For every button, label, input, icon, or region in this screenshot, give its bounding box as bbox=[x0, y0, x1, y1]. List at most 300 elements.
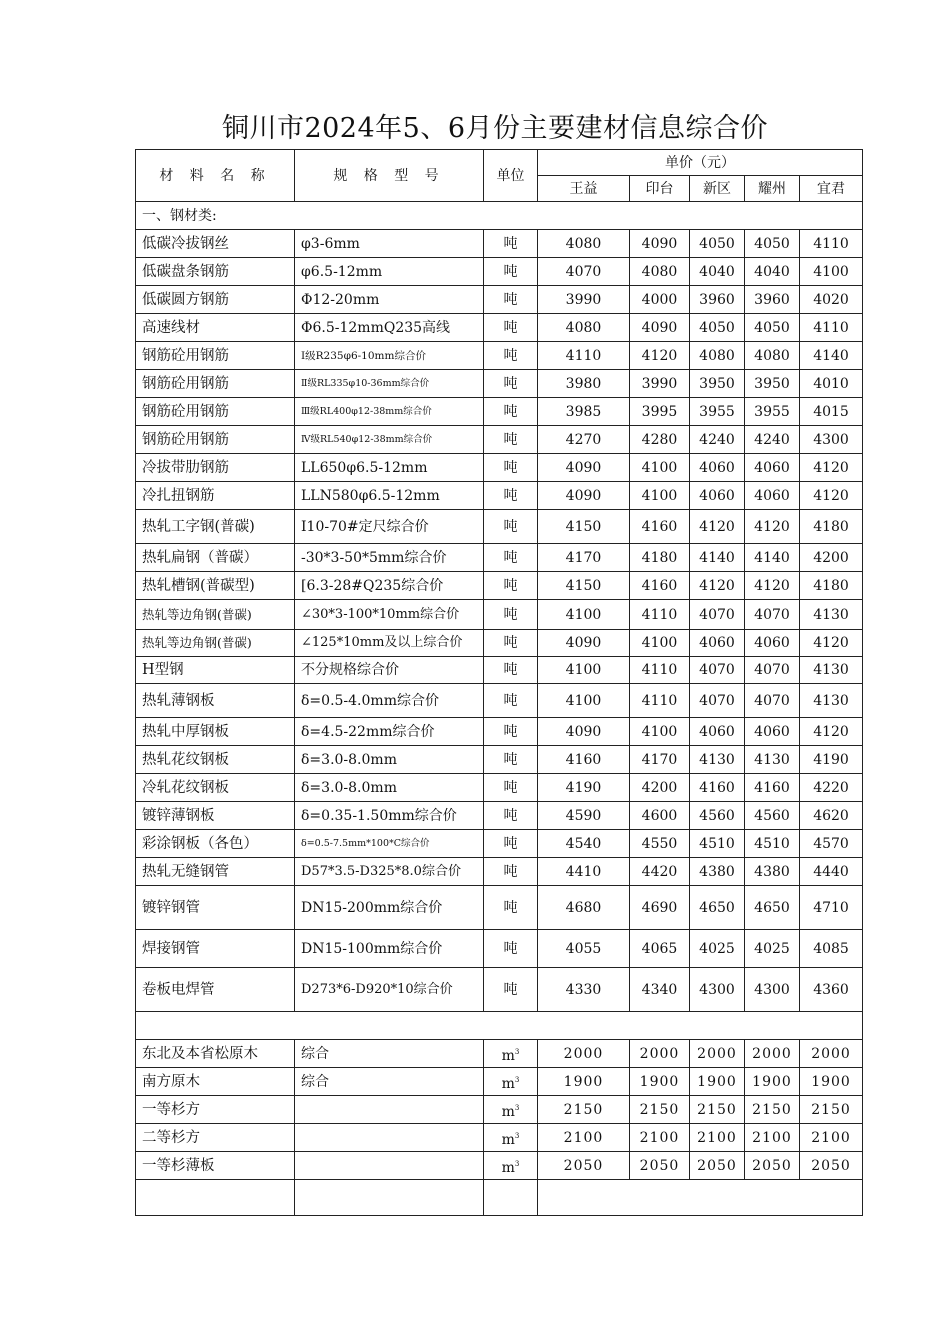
price-cell: 4060 bbox=[745, 454, 800, 482]
table-row bbox=[136, 572, 863, 600]
unit-cell: 吨 bbox=[484, 510, 538, 544]
price-cell: 4100 bbox=[630, 454, 690, 482]
price-cell: 4150 bbox=[538, 572, 630, 600]
price-cell: 3995 bbox=[630, 398, 690, 426]
price-cell: 4140 bbox=[745, 544, 800, 572]
table-row bbox=[136, 830, 863, 858]
price-cell: 2000 bbox=[745, 1040, 800, 1068]
price-cell: 4060 bbox=[745, 718, 800, 746]
material-name: 热轧无缝钢管 bbox=[136, 858, 295, 886]
price-cell: 3955 bbox=[745, 398, 800, 426]
empty-row bbox=[136, 1180, 863, 1216]
header-region: 耀州 bbox=[745, 176, 800, 202]
price-cell: 4180 bbox=[630, 544, 690, 572]
table-row bbox=[136, 802, 863, 830]
price-cell: 4100 bbox=[538, 600, 630, 630]
price-cell: 4060 bbox=[745, 482, 800, 510]
price-cell: 4000 bbox=[630, 286, 690, 314]
material-name: 热轧花纹钢板 bbox=[136, 746, 295, 774]
price-cell: 4100 bbox=[630, 718, 690, 746]
price-cell: 4160 bbox=[630, 510, 690, 544]
material-name: 钢筋砼用钢筋 bbox=[136, 398, 295, 426]
material-spec: Ⅰ10-70#定尺综合价 bbox=[295, 510, 484, 544]
table-row bbox=[136, 886, 863, 930]
price-cell: 4120 bbox=[800, 454, 863, 482]
price-cell: 3985 bbox=[538, 398, 630, 426]
material-spec: Φ6.5-12mmQ235高线 bbox=[295, 314, 484, 342]
material-spec: δ=0.5-4.0mm综合价 bbox=[295, 684, 484, 718]
unit-text: m bbox=[501, 1047, 515, 1064]
material-spec: Ⅱ级RL335φ10-36mm综合价 bbox=[295, 370, 484, 398]
price-cell: 3950 bbox=[745, 370, 800, 398]
price-cell: 4140 bbox=[800, 342, 863, 370]
price-cell: 4510 bbox=[690, 830, 745, 858]
table-row bbox=[136, 930, 863, 968]
price-cell: 4510 bbox=[745, 830, 800, 858]
price-cell: 4130 bbox=[745, 746, 800, 774]
price-cell: 4100 bbox=[630, 630, 690, 657]
price-cell: 4380 bbox=[745, 858, 800, 886]
table-row bbox=[136, 314, 863, 342]
price-cell: 4090 bbox=[538, 482, 630, 510]
price-cell: 4070 bbox=[745, 600, 800, 630]
price-cell: 4070 bbox=[690, 684, 745, 718]
price-cell: 4190 bbox=[538, 774, 630, 802]
unit-cell bbox=[484, 1096, 538, 1124]
price-cell: 4050 bbox=[745, 314, 800, 342]
material-name: 一等杉方 bbox=[136, 1096, 295, 1124]
price-cell: 4055 bbox=[538, 930, 630, 968]
price-cell: 2150 bbox=[630, 1096, 690, 1124]
table-row bbox=[136, 258, 863, 286]
table-row bbox=[136, 1152, 863, 1180]
price-cell: 4170 bbox=[630, 746, 690, 774]
material-spec: [6.3-28#Q235综合价 bbox=[295, 572, 484, 600]
price-cell: 4120 bbox=[745, 510, 800, 544]
price-cell: 4025 bbox=[745, 930, 800, 968]
material-name: 热轧工字钢(普碳) bbox=[136, 510, 295, 544]
price-cell: 4100 bbox=[538, 684, 630, 718]
price-cell: 4680 bbox=[538, 886, 630, 930]
unit-cell: 吨 bbox=[484, 802, 538, 830]
material-name: 二等杉方 bbox=[136, 1124, 295, 1152]
table-row bbox=[136, 454, 863, 482]
price-cell: 4690 bbox=[630, 886, 690, 930]
material-spec: -30*3-50*5mm综合价 bbox=[295, 544, 484, 572]
unit-cell: 吨 bbox=[484, 370, 538, 398]
price-cell: 4090 bbox=[630, 230, 690, 258]
price-cell: 4080 bbox=[538, 314, 630, 342]
material-spec: δ=3.0-8.0mm bbox=[295, 746, 484, 774]
unit-cell bbox=[484, 1124, 538, 1152]
table-row bbox=[136, 230, 863, 258]
empty-cell bbox=[538, 1180, 863, 1216]
price-cell: 4070 bbox=[538, 258, 630, 286]
unit-cell: 吨 bbox=[484, 600, 538, 630]
empty-cell bbox=[295, 1180, 484, 1216]
price-cell: 4140 bbox=[690, 544, 745, 572]
empty-row bbox=[136, 1012, 863, 1040]
material-spec: φ3-6mm bbox=[295, 230, 484, 258]
price-cell: 4130 bbox=[690, 746, 745, 774]
price-cell: 4080 bbox=[745, 342, 800, 370]
table-row bbox=[136, 1096, 863, 1124]
price-cell: 2150 bbox=[690, 1096, 745, 1124]
table-row bbox=[136, 858, 863, 886]
unit-cell: 吨 bbox=[484, 886, 538, 930]
material-spec: φ6.5-12mm bbox=[295, 258, 484, 286]
price-cell: 4015 bbox=[800, 398, 863, 426]
unit-cell: 吨 bbox=[484, 684, 538, 718]
price-cell: 4060 bbox=[690, 454, 745, 482]
material-name: 热轧等边角钢(普碳) bbox=[136, 600, 295, 630]
price-cell: 4130 bbox=[800, 600, 863, 630]
price-cell: 4100 bbox=[800, 258, 863, 286]
price-cell: 4080 bbox=[690, 342, 745, 370]
price-cell: 4240 bbox=[690, 426, 745, 454]
price-table bbox=[135, 149, 863, 1216]
unit-cell bbox=[484, 1068, 538, 1096]
price-cell: 4410 bbox=[538, 858, 630, 886]
unit-superscript: 3 bbox=[514, 1131, 520, 1140]
price-cell: 4130 bbox=[800, 684, 863, 718]
price-cell: 4070 bbox=[745, 684, 800, 718]
header-unit: 单位 bbox=[484, 150, 538, 202]
price-cell: 4010 bbox=[800, 370, 863, 398]
unit-cell: 吨 bbox=[484, 774, 538, 802]
price-cell: 2100 bbox=[690, 1124, 745, 1152]
price-cell: 2100 bbox=[800, 1124, 863, 1152]
unit-text: m bbox=[501, 1103, 515, 1120]
price-cell: 3990 bbox=[538, 286, 630, 314]
material-spec: D57*3.5-D325*8.0综合价 bbox=[295, 858, 484, 886]
price-cell: 4110 bbox=[800, 230, 863, 258]
table-row bbox=[136, 286, 863, 314]
price-cell: 4040 bbox=[690, 258, 745, 286]
material-name: 镀锌钢管 bbox=[136, 886, 295, 930]
price-cell: 4300 bbox=[745, 968, 800, 1012]
unit-cell: 吨 bbox=[484, 426, 538, 454]
price-cell: 4380 bbox=[690, 858, 745, 886]
unit-superscript: 3 bbox=[514, 1047, 520, 1056]
material-spec: LL650φ6.5-12mm bbox=[295, 454, 484, 482]
unit-cell bbox=[484, 1152, 538, 1180]
price-cell: 4120 bbox=[690, 510, 745, 544]
price-cell: 4110 bbox=[630, 657, 690, 684]
table-row bbox=[136, 657, 863, 684]
table-row bbox=[136, 426, 863, 454]
price-cell: 4180 bbox=[800, 572, 863, 600]
material-spec: Ⅰ级R235φ6-10mm综合价 bbox=[295, 342, 484, 370]
price-cell: 2150 bbox=[538, 1096, 630, 1124]
material-name: 低碳圆方钢筋 bbox=[136, 286, 295, 314]
material-name: 彩涂钢板（各色） bbox=[136, 830, 295, 858]
price-cell: 4090 bbox=[630, 314, 690, 342]
price-cell: 3990 bbox=[630, 370, 690, 398]
price-cell: 4440 bbox=[800, 858, 863, 886]
material-name: 钢筋砼用钢筋 bbox=[136, 370, 295, 398]
price-cell: 2000 bbox=[800, 1040, 863, 1068]
price-cell: 4160 bbox=[630, 572, 690, 600]
price-cell: 4570 bbox=[800, 830, 863, 858]
unit-cell: 吨 bbox=[484, 746, 538, 774]
price-cell: 2100 bbox=[538, 1124, 630, 1152]
material-spec: D273*6-D920*10综合价 bbox=[295, 968, 484, 1012]
unit-cell: 吨 bbox=[484, 314, 538, 342]
table-row bbox=[136, 342, 863, 370]
price-cell: 4110 bbox=[538, 342, 630, 370]
material-spec: Φ12-20mm bbox=[295, 286, 484, 314]
price-cell: 4650 bbox=[690, 886, 745, 930]
material-spec: δ=0.35-1.50mm综合价 bbox=[295, 802, 484, 830]
price-cell: 4050 bbox=[745, 230, 800, 258]
header-region: 新区 bbox=[690, 176, 745, 202]
price-cell: 2150 bbox=[800, 1096, 863, 1124]
unit-cell: 吨 bbox=[484, 286, 538, 314]
price-cell: 2000 bbox=[690, 1040, 745, 1068]
price-cell: 1900 bbox=[690, 1068, 745, 1096]
price-cell: 4070 bbox=[745, 657, 800, 684]
material-name: 热轧中厚钢板 bbox=[136, 718, 295, 746]
price-cell: 4180 bbox=[800, 510, 863, 544]
unit-cell: 吨 bbox=[484, 258, 538, 286]
material-name: H型钢 bbox=[136, 657, 295, 684]
table-row bbox=[136, 370, 863, 398]
price-cell: 4300 bbox=[800, 426, 863, 454]
section-steel: 一、钢材类: bbox=[136, 202, 863, 230]
price-cell: 1900 bbox=[630, 1068, 690, 1096]
price-cell: 2100 bbox=[630, 1124, 690, 1152]
price-cell: 1900 bbox=[538, 1068, 630, 1096]
material-spec: Ⅲ级RL400φ12-38mm综合价 bbox=[295, 398, 484, 426]
table-row bbox=[136, 1124, 863, 1152]
material-spec: δ=3.0-8.0mm bbox=[295, 774, 484, 802]
price-cell: 2050 bbox=[630, 1152, 690, 1180]
price-cell: 4120 bbox=[690, 572, 745, 600]
price-cell: 4060 bbox=[690, 718, 745, 746]
price-cell: 4560 bbox=[745, 802, 800, 830]
price-cell: 4540 bbox=[538, 830, 630, 858]
table-row bbox=[136, 774, 863, 802]
material-name: 钢筋砼用钢筋 bbox=[136, 426, 295, 454]
material-name: 热轧薄钢板 bbox=[136, 684, 295, 718]
unit-cell: 吨 bbox=[484, 572, 538, 600]
price-cell: 2050 bbox=[690, 1152, 745, 1180]
price-cell: 4160 bbox=[745, 774, 800, 802]
price-cell: 4120 bbox=[745, 572, 800, 600]
material-name: 焊接钢管 bbox=[136, 930, 295, 968]
price-cell: 4270 bbox=[538, 426, 630, 454]
material-name: 热轧等边角钢(普碳) bbox=[136, 630, 295, 657]
unit-cell: 吨 bbox=[484, 230, 538, 258]
table-row bbox=[136, 510, 863, 544]
price-cell: 4160 bbox=[690, 774, 745, 802]
price-cell: 4080 bbox=[538, 230, 630, 258]
price-cell: 4560 bbox=[690, 802, 745, 830]
unit-text: m bbox=[501, 1159, 515, 1176]
unit-cell: 吨 bbox=[484, 858, 538, 886]
price-cell: 4100 bbox=[630, 482, 690, 510]
price-cell: 3960 bbox=[745, 286, 800, 314]
header-price: 单价（元） bbox=[538, 150, 863, 176]
price-cell: 4110 bbox=[630, 600, 690, 630]
price-cell: 4130 bbox=[800, 657, 863, 684]
page-title: 铜川市2024年5、6月份主要建材信息综合价 bbox=[221, 113, 769, 144]
material-spec: Ⅳ级RL540φ12-38mm综合价 bbox=[295, 426, 484, 454]
material-spec: δ=4.5-22mm综合价 bbox=[295, 718, 484, 746]
price-cell: 4200 bbox=[800, 544, 863, 572]
price-cell: 4070 bbox=[690, 600, 745, 630]
price-cell: 4090 bbox=[538, 718, 630, 746]
header-region: 印台 bbox=[630, 176, 690, 202]
material-spec: δ=0.5-7.5mm*100*C综合价 bbox=[295, 830, 484, 858]
material-name: 热轧扁钢（普碳） bbox=[136, 544, 295, 572]
price-cell: 4590 bbox=[538, 802, 630, 830]
price-cell: 4060 bbox=[690, 482, 745, 510]
unit-superscript: 3 bbox=[514, 1075, 520, 1084]
price-cell: 4340 bbox=[630, 968, 690, 1012]
table-row bbox=[136, 746, 863, 774]
price-cell: 4060 bbox=[690, 630, 745, 657]
unit-cell: 吨 bbox=[484, 342, 538, 370]
material-name: 钢筋砼用钢筋 bbox=[136, 342, 295, 370]
unit-cell: 吨 bbox=[484, 482, 538, 510]
price-cell: 4550 bbox=[630, 830, 690, 858]
unit-text: m bbox=[501, 1131, 515, 1148]
table-row bbox=[136, 718, 863, 746]
table-row bbox=[136, 600, 863, 630]
material-name: 一等杉薄板 bbox=[136, 1152, 295, 1180]
price-cell: 4040 bbox=[745, 258, 800, 286]
price-cell: 4020 bbox=[800, 286, 863, 314]
unit-cell: 吨 bbox=[484, 398, 538, 426]
price-cell: 2000 bbox=[630, 1040, 690, 1068]
unit-cell: 吨 bbox=[484, 630, 538, 657]
material-spec: 综合 bbox=[295, 1040, 484, 1068]
material-name: 低碳盘条钢筋 bbox=[136, 258, 295, 286]
material-name: 热轧槽钢(普碳型) bbox=[136, 572, 295, 600]
unit-superscript: 3 bbox=[514, 1159, 520, 1168]
price-cell: 4050 bbox=[690, 230, 745, 258]
table-row bbox=[136, 544, 863, 572]
material-name: 冷拔带肋钢筋 bbox=[136, 454, 295, 482]
price-cell: 4360 bbox=[800, 968, 863, 1012]
price-cell: 4420 bbox=[630, 858, 690, 886]
unit-cell: 吨 bbox=[484, 454, 538, 482]
unit-cell: 吨 bbox=[484, 968, 538, 1012]
price-cell: 4025 bbox=[690, 930, 745, 968]
price-cell: 4600 bbox=[630, 802, 690, 830]
empty-cell bbox=[136, 1012, 863, 1040]
material-name: 冷轧花纹钢板 bbox=[136, 774, 295, 802]
material-name: 镀锌薄钢板 bbox=[136, 802, 295, 830]
material-name: 东北及本省松原木 bbox=[136, 1040, 295, 1068]
material-spec: 不分规格综合价 bbox=[295, 657, 484, 684]
price-cell: 4150 bbox=[538, 510, 630, 544]
price-cell: 4120 bbox=[800, 630, 863, 657]
price-cell: 3950 bbox=[690, 370, 745, 398]
table-row bbox=[136, 630, 863, 657]
price-cell: 1900 bbox=[800, 1068, 863, 1096]
unit-superscript: 3 bbox=[514, 1103, 520, 1112]
material-name: 卷板电焊管 bbox=[136, 968, 295, 1012]
table-row bbox=[136, 398, 863, 426]
material-spec: ∠30*3-100*10mm综合价 bbox=[295, 600, 484, 630]
price-cell: 4170 bbox=[538, 544, 630, 572]
material-spec: DN15-100mm综合价 bbox=[295, 930, 484, 968]
price-cell: 4120 bbox=[630, 342, 690, 370]
material-name: 低碳冷拔钢丝 bbox=[136, 230, 295, 258]
price-cell: 4240 bbox=[745, 426, 800, 454]
price-cell: 2050 bbox=[800, 1152, 863, 1180]
price-cell: 2050 bbox=[538, 1152, 630, 1180]
price-cell: 2050 bbox=[745, 1152, 800, 1180]
price-cell: 4085 bbox=[800, 930, 863, 968]
price-cell: 4280 bbox=[630, 426, 690, 454]
price-cell: 4065 bbox=[630, 930, 690, 968]
price-cell: 2100 bbox=[745, 1124, 800, 1152]
price-cell: 4090 bbox=[538, 454, 630, 482]
price-cell: 4620 bbox=[800, 802, 863, 830]
unit-cell: 吨 bbox=[484, 830, 538, 858]
table-row bbox=[136, 684, 863, 718]
header-region: 宜君 bbox=[800, 176, 863, 202]
price-cell: 4220 bbox=[800, 774, 863, 802]
empty-cell bbox=[136, 1180, 295, 1216]
price-cell: 1900 bbox=[745, 1068, 800, 1096]
price-cell: 4190 bbox=[800, 746, 863, 774]
unit-cell: 吨 bbox=[484, 930, 538, 968]
material-spec: DN15-200mm综合价 bbox=[295, 886, 484, 930]
price-cell: 4650 bbox=[745, 886, 800, 930]
material-spec bbox=[295, 1152, 484, 1180]
material-spec bbox=[295, 1096, 484, 1124]
header-material: 材 料 名 称 bbox=[136, 150, 295, 202]
price-cell: 3960 bbox=[690, 286, 745, 314]
material-spec: 综合 bbox=[295, 1068, 484, 1096]
header-region: 王益 bbox=[538, 176, 630, 202]
price-cell: 4080 bbox=[630, 258, 690, 286]
table-row bbox=[136, 1068, 863, 1096]
table-row bbox=[136, 1040, 863, 1068]
empty-cell bbox=[484, 1180, 538, 1216]
table-row bbox=[136, 968, 863, 1012]
price-cell: 4110 bbox=[800, 314, 863, 342]
price-cell: 4330 bbox=[538, 968, 630, 1012]
price-cell: 2000 bbox=[538, 1040, 630, 1068]
unit-cell: 吨 bbox=[484, 718, 538, 746]
price-cell: 4050 bbox=[690, 314, 745, 342]
material-name: 冷扎扭钢筋 bbox=[136, 482, 295, 510]
material-spec: LLN580φ6.5-12mm bbox=[295, 482, 484, 510]
price-cell: 4200 bbox=[630, 774, 690, 802]
unit-cell: 吨 bbox=[484, 544, 538, 572]
price-cell: 4090 bbox=[538, 630, 630, 657]
price-cell: 4120 bbox=[800, 482, 863, 510]
price-cell: 4710 bbox=[800, 886, 863, 930]
material-spec bbox=[295, 1124, 484, 1152]
unit-cell bbox=[484, 1040, 538, 1068]
material-name: 高速线材 bbox=[136, 314, 295, 342]
material-name: 南方原木 bbox=[136, 1068, 295, 1096]
header-spec: 规 格 型 号 bbox=[295, 150, 484, 202]
price-cell: 4110 bbox=[630, 684, 690, 718]
unit-text: m bbox=[501, 1075, 515, 1092]
price-cell: 4160 bbox=[538, 746, 630, 774]
price-cell: 3980 bbox=[538, 370, 630, 398]
price-cell: 4060 bbox=[745, 630, 800, 657]
price-cell: 2150 bbox=[745, 1096, 800, 1124]
